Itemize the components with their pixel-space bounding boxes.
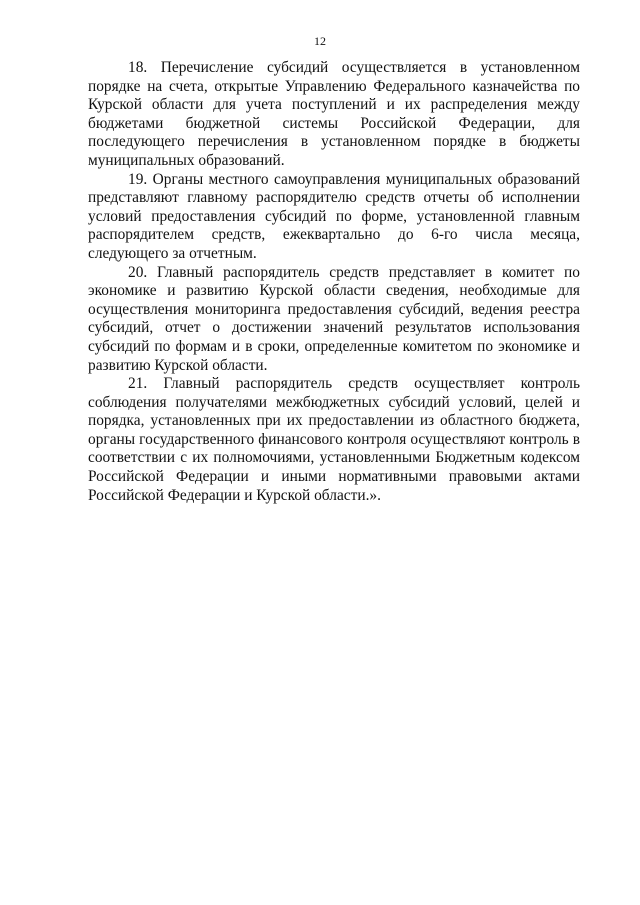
- paragraph-19: 19. Органы местного самоуправления муниципальных образований представляют главному распорядителю средств отчеты об исполнении условий предоставления субсидий по форме, установленной главным распорядителем средств, ежеквартально до 6-го числа месяца, следующего за отчетным.: [88, 170, 580, 262]
- paragraph-21: 21. Главный распорядитель средств осуществляет контроль соблюдения получателями межбюджетных субсидий условий, целей и порядка, установленных при их предоставлении из областного бюджета, органы государственного финансового контроля осуществляют контроль в соответствии с их полномочиями, установленными Бюджетным кодексом Российской Федерации и иными нормативными правовыми актами Российской Федерации и Курской области.».: [88, 375, 580, 504]
- page-number: 12: [314, 34, 326, 48]
- paragraph-18: 18. Перечисление субсидий осуществляется в установленном порядке на счета, открытые Управлению Федерального казначейства по Курской области для учета поступлений и их распределения между бюджетами бюджетной системы Российской Федерации, для последующего перечисления в установленном порядке в бюджеты муниципальных образований.: [88, 59, 580, 169]
- paragraph-20: 20. Главный распорядитель средств представляет в комитет по экономике и развитию Курской области сведения, необходимые для осуществления мониторинга предоставления субсидий, ведения реестра субсидий, отчет о достижении значений результатов использования субсидий по формам и в сроки, определенные комитетом по экономике и развитию Курской области.: [88, 263, 580, 374]
- document-body: [88, 59, 580, 505]
